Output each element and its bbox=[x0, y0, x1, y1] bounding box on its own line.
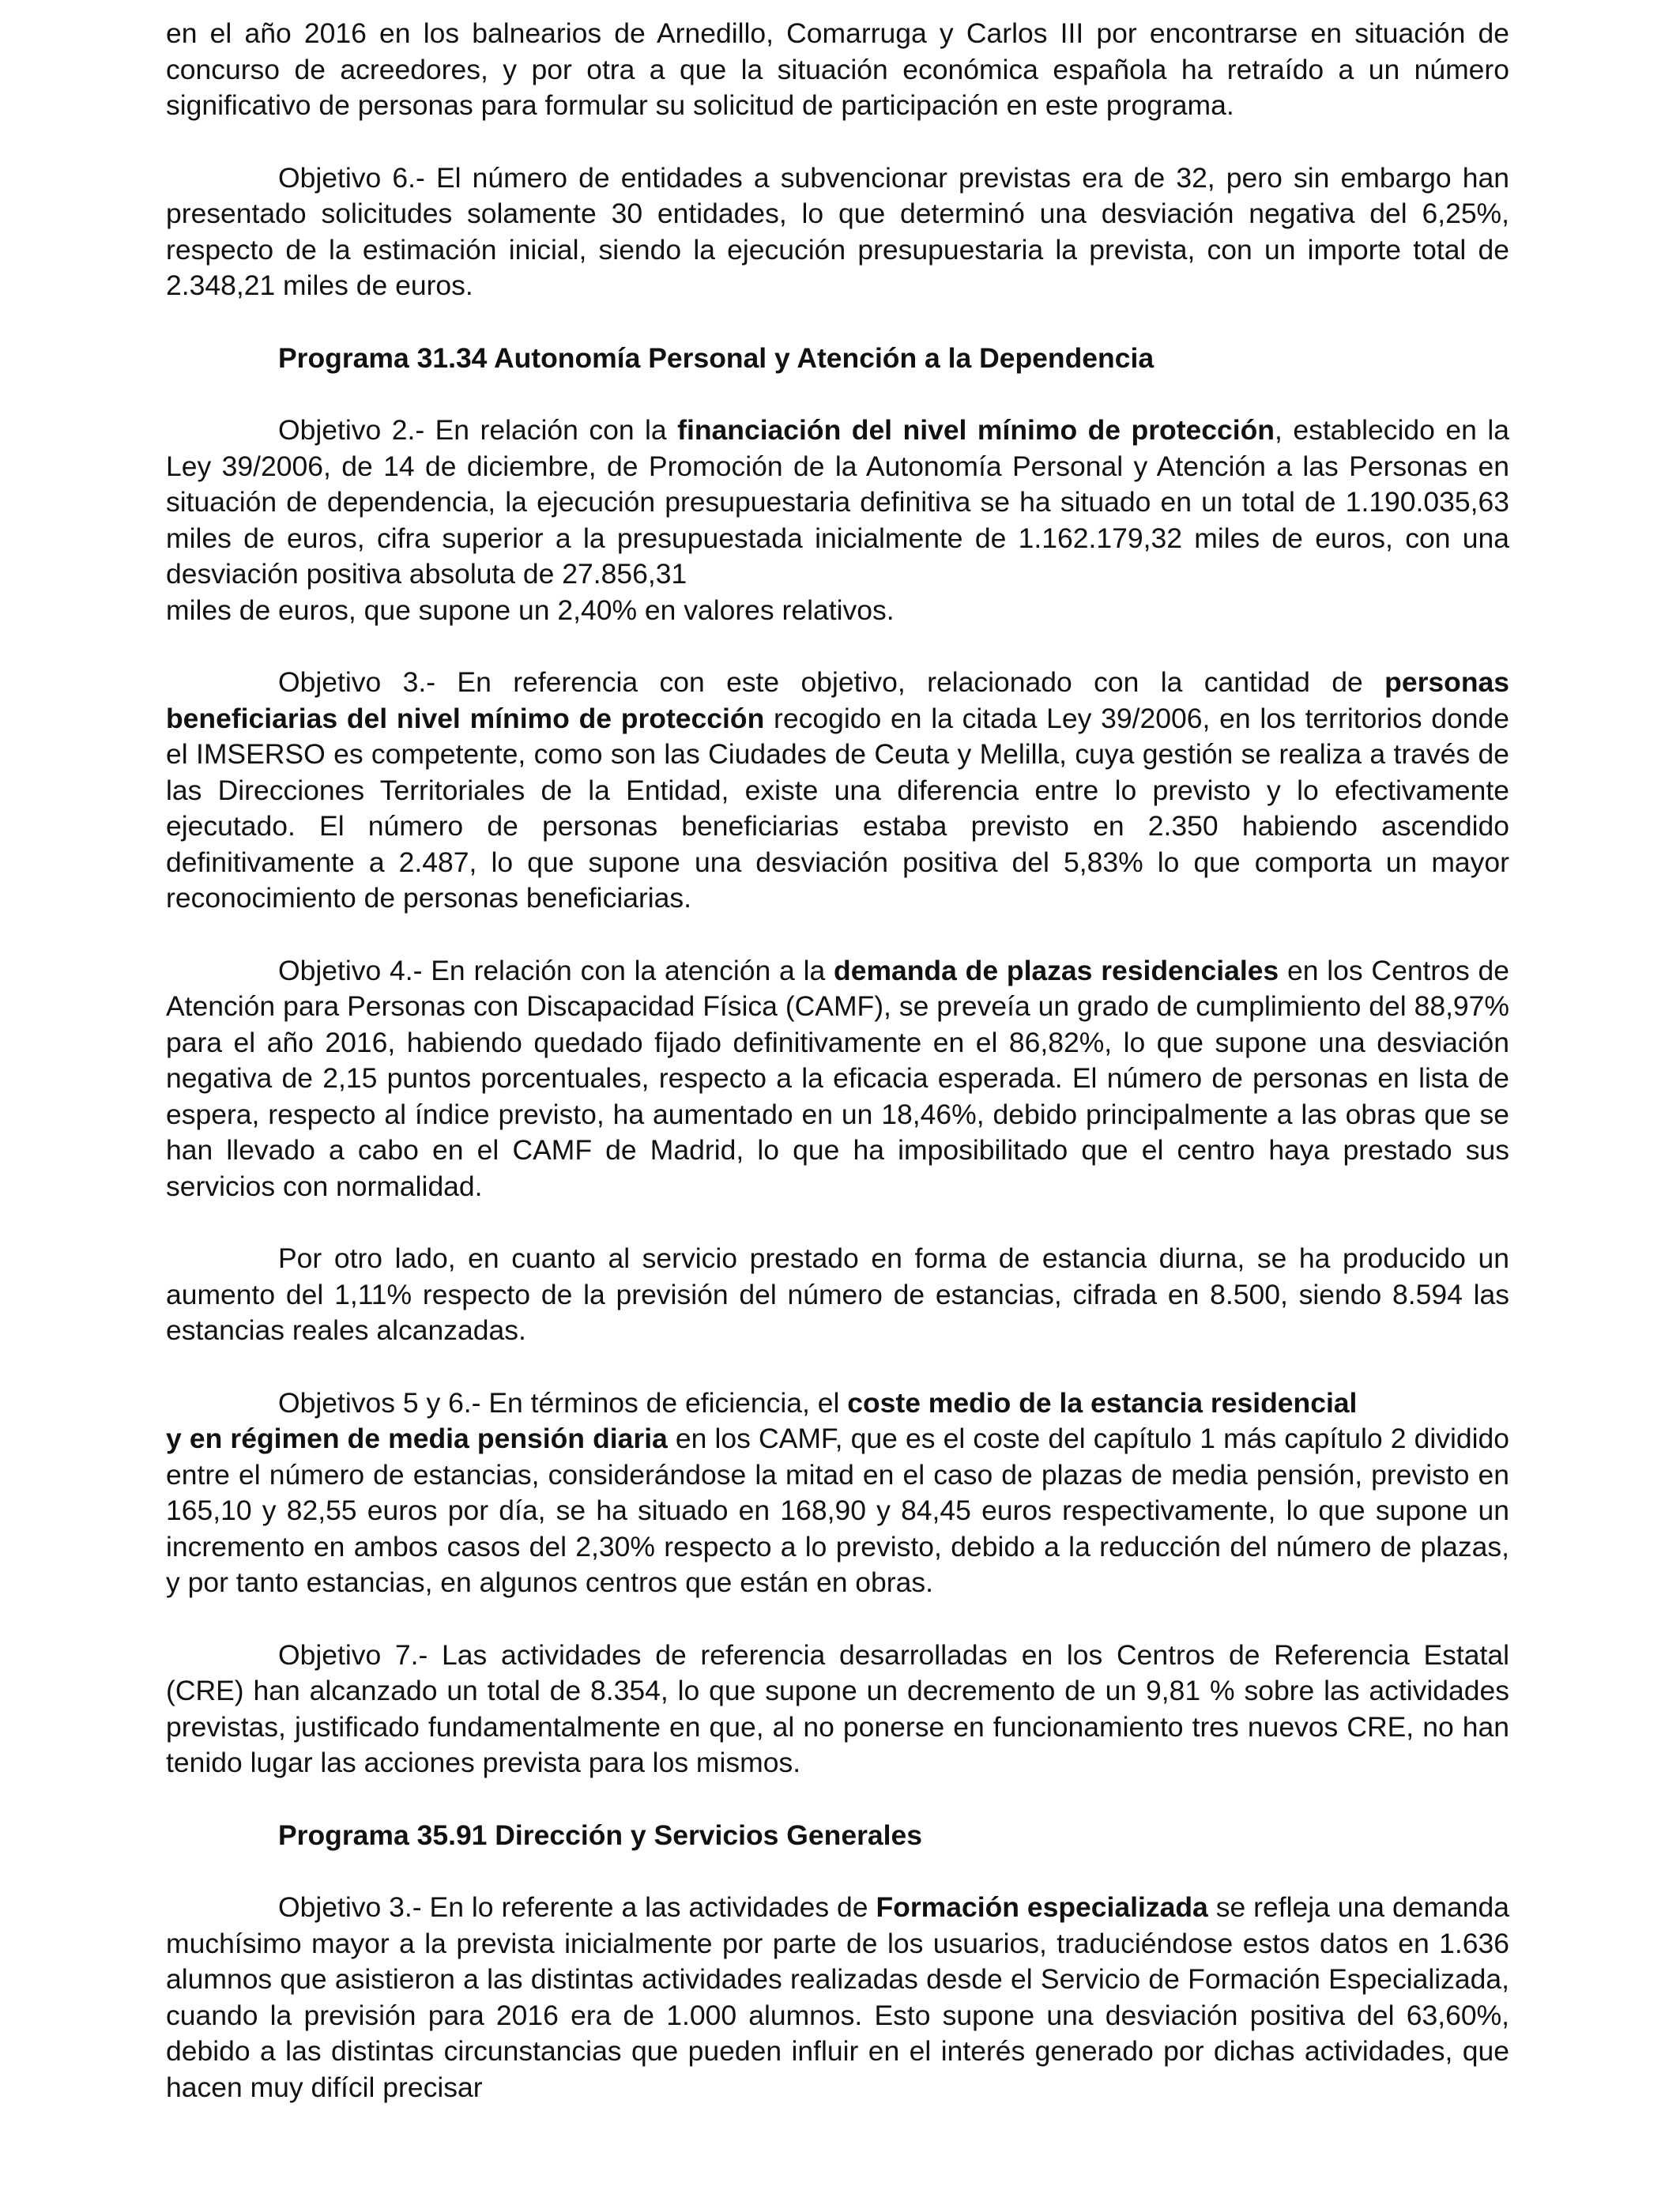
section-heading-programa-3134: Programa 31.34 Autonomía Personal y Atención a la Dependencia bbox=[278, 341, 1155, 374]
objective-label: Objetivos 5 y 6. bbox=[278, 1386, 472, 1419]
paragraph-objetivo-3-beneficiarias bbox=[166, 665, 1509, 917]
bold-phrase: financiación del nivel mínimo de protección bbox=[677, 414, 1275, 446]
bold-phrase: y en régimen de media pensión diaria bbox=[166, 1423, 668, 1454]
paragraph-text: - En lo referente a las actividades de bbox=[412, 1891, 876, 1923]
paragraph-text: - Las actividades de referencia desarrolladas en los Centros de Referencia Estatal (CRE) han alcanzado un total de 8.354, lo que supone un decremento de un 9,81 % sobre las actividades previstas, justificado fundamentalmente en que, al no ponerse en funcionamiento tres nuevos CRE, no han tenido lugar las acciones prevista para los mismos. bbox=[166, 1638, 1509, 1778]
paragraph-text: - En referencia con este objetivo, relacionado con la cantidad de bbox=[426, 666, 1385, 698]
bold-phrase: Formación especializada bbox=[876, 1891, 1208, 1923]
paragraph-objetivos-5-y-6 bbox=[166, 1385, 1509, 1601]
paragraph-estancia-diurna: Por otro lado, en cuanto al servicio prestado en forma de estancia diurna, se ha producido un aumento del 1,11% respecto de la previsión del número de estancias, cifrada en 8.500, siendo 8.594 las estancias reales alcanzadas. bbox=[166, 1242, 1509, 1346]
bold-phrase: demanda de plazas residenciales bbox=[834, 954, 1279, 986]
paragraph-objetivo-6 bbox=[166, 160, 1509, 304]
section-heading-programa-3591: Programa 35.91 Dirección y Servicios Generales bbox=[278, 1819, 922, 1851]
objective-label: Objetivo 6. bbox=[278, 161, 416, 194]
paragraph-text: - En términos de eficiencia, el bbox=[471, 1386, 848, 1419]
paragraph-objetivo-4 bbox=[166, 953, 1509, 1205]
paragraph-objetivo-7 bbox=[166, 1638, 1509, 1781]
paragraph-text: en los CAMF, que es el coste del capítulo 1 más capítulo 2 dividido entre el número de estancias, considerándose la mitad en el caso de plazas de media pensión, previsto en 165,10 y 82,55 euros por día, se ha situado en 168,90 y 84,45 euros respectivamente, lo que supone un incremento en ambos casos del 2,30% respecto a lo previsto, debido a la reducción del número de plazas, y por tanto estancias, en algunos centros que están en obras. bbox=[166, 1423, 1510, 1598]
objective-label: Objetivo 2. bbox=[278, 414, 416, 446]
paragraph-text: se refleja una demanda muchísimo mayor a la prevista inicialmente por parte de los usuarios, traduciéndose estos datos en 1.636 alumnos que asistieron a las distintas actividades realizadas desde el Servicio de Formación Especializada, cuando la previsión para 2016 era de 1.000 alumnos. Esto supone una desviación positiva del 63,60%, debido a las distintas circunstancias que pueden influir en el interés generado por dichas actividades, que hacen muy difícil precisar bbox=[166, 1891, 1509, 2103]
bold-phrase: coste medio de la estancia residencial bbox=[847, 1386, 1358, 1419]
paragraph-text: , establecido en la Ley 39/2006, de 14 de diciembre, de Promoción de la Autonomía Personal y Atención a las Personas en situación de dependencia, la ejecución presupuestaria definitiva se ha situado en un total de 1.190.035,63 miles de euros, cifra superior a la presupuestada inicialmente de 1.162.179,32 miles de euros, con una desviación positiva absoluta de 27.856,31 bbox=[166, 414, 1509, 590]
bold-phrase: personas beneficiarias del nivel mínimo de protección bbox=[166, 666, 1509, 734]
paragraph-text: en los Centros de Atención para Personas con Discapacidad Física (CAMF), se preveía un grado de cumplimiento del 88,97% para el año 2016, habiendo quedado fijado definitivamente en el 86,82%, lo que supone una desviación negativa de 2,15 puntos porcentuales, respecto a la eficacia esperada. El número de personas en lista de espera, respecto al índice previsto, ha aumentado en un 18,46%, debido principalmente a las obras que se han llevado a cabo en el CAMF de Madrid, lo que ha imposibilitado que el centro haya prestado sus servicios con normalidad. bbox=[166, 954, 1510, 1202]
paragraph-text: recogido en la citada Ley 39/2006, en los territorios donde el IMSERSO es competente, como son las Ciudades de Ceuta y Melilla, cuya gestión se realiza a través de las Direcciones Territoriales de la Entidad, existe una diferencia entre lo previsto y lo efectivamente ejecutado. El número de personas beneficiarias estaba previsto en 2.350 habiendo ascendido definitivamente a 2.487, lo que supone una desviación positiva del 5,83% lo que comporta un mayor reconocimiento de personas beneficiarias. bbox=[166, 702, 1510, 914]
objective-label: Objetivo 3. bbox=[278, 666, 427, 698]
paragraph-objetivo-2 bbox=[166, 413, 1509, 628]
objective-label: Objetivo 3. bbox=[278, 1891, 412, 1923]
paragraph-objetivo-3-formacion bbox=[166, 1890, 1509, 2105]
objective-label: Objetivo 4. bbox=[278, 954, 413, 986]
document-page bbox=[166, 16, 1509, 2142]
objective-label: Objetivo 7. bbox=[278, 1638, 419, 1671]
paragraph-text: - En relación con la bbox=[415, 414, 678, 446]
paragraph-text: - En relación con la atención a la bbox=[412, 954, 834, 986]
paragraph-balnearios: en el año 2016 en los balnearios de Arnedillo, Comarruga y Carlos III por encontrarse en situación de concurso de acreedores, y por otra a que la situación económica española ha retraído a un número significativo de personas para formular su solicitud de participación en este programa. bbox=[166, 17, 1509, 121]
paragraph-text: - El número de entidades a subvencionar previstas era de 32, pero sin embargo han presentado solicitudes solamente 30 entidades, lo que determinó una desviación negativa del 6,25%, respecto de la estimación inicial, siendo la ejecución presupuestaria la prevista, con un importe total de 2.348,21 miles de euros. bbox=[166, 161, 1509, 301]
paragraph-text: miles de euros, que supone un 2,40% en valores relativos. bbox=[166, 594, 895, 626]
